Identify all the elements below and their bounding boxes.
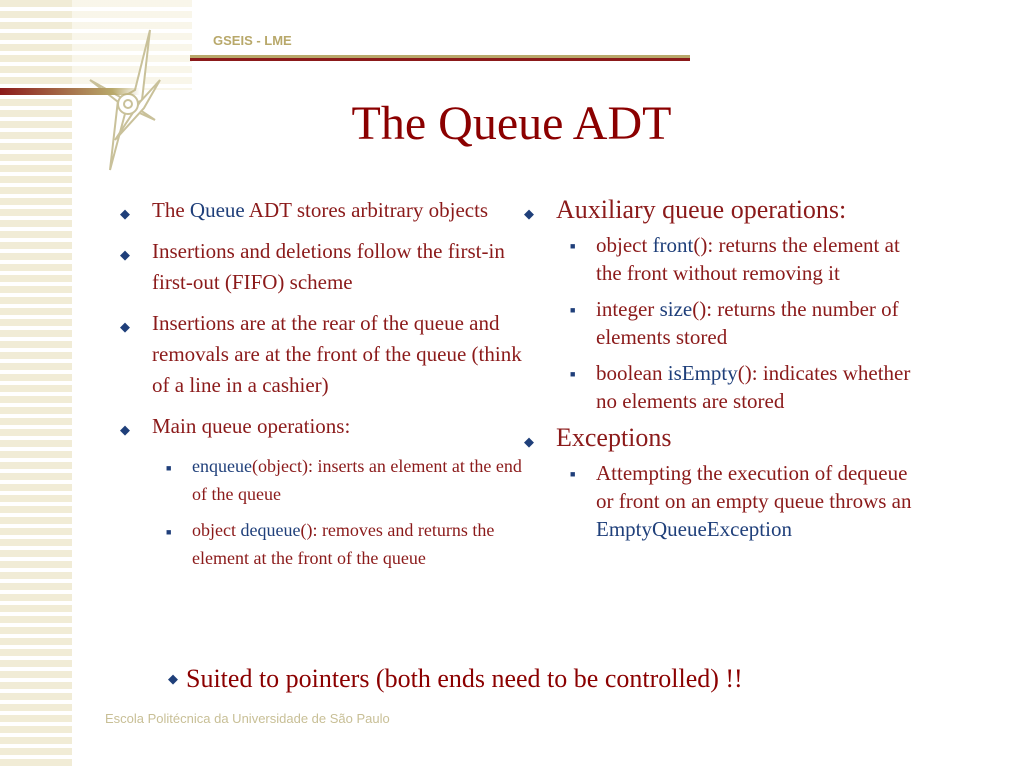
right-column <box>522 195 922 551</box>
keyword: EmptyQueueException <box>596 517 792 541</box>
keyword: Queue <box>189 198 245 222</box>
bottom-note: ◆ Suited to pointers (both ends need to be controlled) !! <box>168 664 743 693</box>
bullet-item: ◆ Insertions and deletions follow the first-in first-out (FIFO) scheme <box>120 239 505 294</box>
left-accent-rule <box>0 88 140 95</box>
diamond-bullet-icon: ◆ <box>120 247 130 262</box>
square-bullet-icon: ■ <box>166 463 172 473</box>
footer-text: Escola Politécnica da Universidade de São Paulo <box>105 711 390 726</box>
header-label: GSEIS - LME <box>213 33 292 48</box>
keyword: dequeue <box>240 520 301 540</box>
diamond-bullet-icon: ◆ <box>524 434 534 449</box>
square-bullet-icon: ■ <box>166 527 172 537</box>
sub-bullet-item: ■ object front(): returns the element at the front without removing it <box>570 233 900 285</box>
keyword: isEmpty <box>667 361 738 385</box>
diamond-bullet-icon: ◆ <box>168 671 178 686</box>
diamond-bullet-icon: ◆ <box>120 206 130 221</box>
square-bullet-icon: ■ <box>570 469 576 479</box>
keyword: front <box>652 233 694 257</box>
diamond-bullet-icon: ◆ <box>120 319 130 334</box>
bullet-item: ◆ Main queue operations: <box>118 411 528 442</box>
square-bullet-icon: ■ <box>570 305 576 315</box>
left-column <box>118 195 528 580</box>
sub-bullet-item: ■ boolean isEmpty(): indicates whether no elements are stored <box>570 361 911 413</box>
keyword: size <box>659 297 693 321</box>
keyword: enqueue <box>192 456 252 476</box>
slide-title: The Queue ADT <box>351 97 672 150</box>
diamond-bullet-icon: ◆ <box>120 422 130 437</box>
sub-bullet-item: ■ Attempting the execution of dequeue or front on an empty queue throws an EmptyQueueException <box>570 461 912 541</box>
bullet-item: ◆ Auxiliary queue operations: <box>522 195 922 225</box>
bullet-item: ◆ Exceptions <box>522 423 922 453</box>
square-bullet-icon: ■ <box>570 241 576 251</box>
sub-bullet-item: ■ integer size(): returns the number of elements stored <box>570 297 899 349</box>
header-rule-red <box>190 58 690 61</box>
sub-bullet-item: ■ enqueue(object): inserts an element at the end of the queue <box>166 456 522 504</box>
square-bullet-icon: ■ <box>570 369 576 379</box>
sub-bullet-item: ■ object dequeue(): removes and returns the element at the front of the queue <box>166 520 495 568</box>
bullet-item: ◆ The Queue ADT stores arbitrary objects <box>118 195 528 226</box>
bullet-item: ◆ Insertions are at the rear of the queue and removals are at the front of the queue (think of a line in a cashier) <box>120 311 522 397</box>
diamond-bullet-icon: ◆ <box>524 206 534 221</box>
